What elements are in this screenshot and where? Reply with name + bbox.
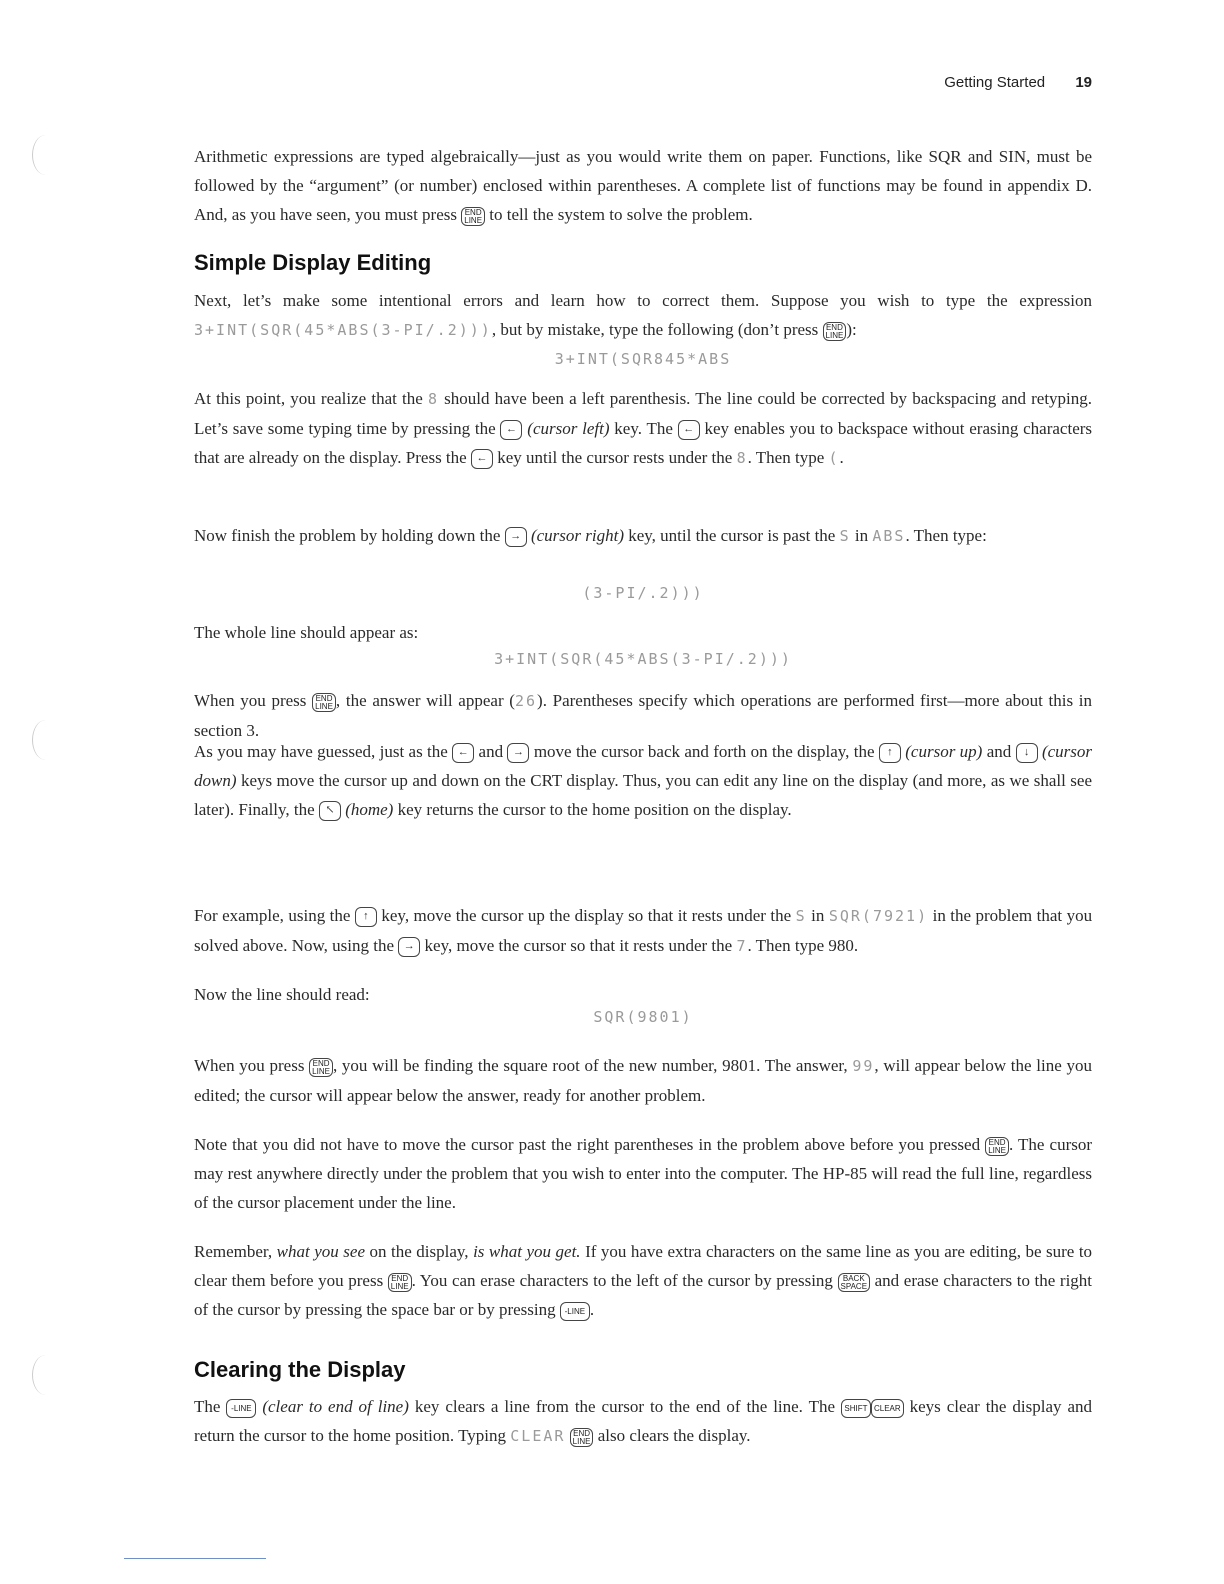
minus-line-key-icon: -LINE — [560, 1302, 590, 1321]
cursor-up-key-icon: ↑ — [355, 907, 377, 927]
paragraph-2: Next, let’s make some intentional errors and learn how to correct them. Suppose you wish to type the expression 3+INT(SQR(45*ABS(3-PI/.2))), but by mistake, type the following (don’t press END LINE ): — [194, 291, 1092, 340]
paragraph-7: As you may have guessed, just as the ← and → move the cursor back and forth on the display, the ↑ (cursor up) and ↓ (cursor down) keys move the cursor up and down on the CRT display. Thus, you can edit any line on the display (and more, as we shall see later). Finally, the ↖ (home) key returns the cursor to the home position on the display. — [194, 737, 1092, 824]
code-line-3: 3+INT(SQR(45*ABS(3-PI/.2))) — [494, 650, 792, 668]
cursor-left-key-icon: ← — [471, 449, 493, 469]
code-expression: 3+INT(SQR(45*ABS(3-PI/.2))) — [194, 321, 492, 339]
end-line-key-icon: END LINE — [570, 1428, 594, 1447]
paragraph-5: The whole line should appear as: — [194, 623, 419, 642]
paragraph-8: For example, using the ↑ key, move the cursor up the display so that it rests under the S in SQR(7921) in the problem that you solved above. Now, using the → key, move the cursor so that it rests under the 7. Then type 980. — [194, 901, 1092, 961]
page-number: 19 — [1075, 74, 1092, 91]
end-line-key-icon: END LINE — [985, 1137, 1009, 1156]
shift-key-icon: SHIFT — [841, 1399, 871, 1418]
end-line-key-icon: END LINE — [823, 322, 847, 341]
paragraph-1: Arithmetic expressions are typed algebraically—just as you would write them on paper. Functions, like SQR and SIN, must be followed by the “argument” (or number) enclosed within parentheses. A complete list of functions may be found in appendix D. And, as you have seen, you must press END LINE to tell the system to solve the problem. — [194, 147, 1092, 225]
code-line-1: 3+INT(SQR845*ABS — [554, 350, 732, 368]
cursor-down-key-icon: ↓ — [1016, 743, 1038, 763]
minus-line-key-icon: -LINE — [226, 1399, 256, 1418]
code-line-4: SQR(9801) — [593, 1008, 693, 1026]
paragraph-12: Remember, what you see on the display, is what you get. If you have extra characters on the same line as you are editing, be sure to clear them before you press END LINE . You can erase characters to the left of the cursor by pressing BACK SPACE and erase characters to the right of the cursor by pressing the space bar or by pressing -LINE . — [194, 1242, 1093, 1319]
page-header — [944, 74, 1092, 91]
end-line-key-icon: END LINE — [388, 1273, 412, 1292]
cursor-right-key-icon: → — [507, 743, 529, 763]
footer-rule — [124, 1558, 266, 1559]
paragraph-11: Note that you did not have to move the cursor past the right parentheses in the problem above before you pressed END LINE . The cursor may rest anywhere directly under the problem that you wish to enter into the computer. The HP-85 will read the full line, regardless of the cursor placement under the line. — [194, 1135, 1093, 1212]
code-line-2: (3-PI/.2))) — [582, 584, 704, 602]
heading-simple-display-editing: Simple Display Editing — [194, 250, 432, 275]
cursor-left-key-icon: ← — [678, 420, 700, 440]
paragraph-4: Now finish the problem by holding down the → (cursor right) key, until the cursor is past the S in ABS. Then type: — [194, 521, 1092, 551]
paragraph-10: When you press END LINE , you will be finding the square root of the new number, 9801. The answer, 99, will appear below the line you edited; the cursor will appear below the answer, ready for another problem. — [194, 1056, 1092, 1105]
end-line-key-icon: END LINE — [461, 207, 485, 226]
paragraph-9: Now the line should read: — [194, 985, 370, 1004]
margin-mark — [32, 1355, 59, 1395]
paragraph-13: The -LINE (clear to end of line) key clears a line from the cursor to the end of the line. The SHIFT CLEAR keys clear the display and return the cursor to the home position. Typing CLEAR END LINE also clears the display. — [194, 1397, 1093, 1446]
end-line-key-icon: END LINE — [312, 693, 336, 712]
heading-clearing-the-display: Clearing the Display — [194, 1357, 406, 1382]
paragraph-3: At this point, you realize that the 8 should have been a left parenthesis. The line could be corrected by backspacing and retyping. Let’s save some typing time by pressing the ← (cursor left) key. The ← key enables you to backspace without erasing characters that are already on the display. Press the ← key until the cursor rests under the 8. Then type (. — [194, 384, 1092, 473]
end-line-key-icon: END LINE — [309, 1058, 333, 1077]
cursor-right-key-icon: → — [505, 527, 527, 547]
clear-key-icon: CLEAR — [871, 1399, 904, 1418]
margin-mark — [32, 720, 59, 760]
section-title: Getting Started — [944, 74, 1046, 91]
home-key-icon: ↖ — [319, 801, 341, 821]
cursor-left-key-icon: ← — [452, 743, 474, 763]
paragraph-6: When you press END LINE , the answer will appear (26). Parentheses specify which operations are performed first—more about this in section 3. — [194, 691, 1093, 740]
cursor-up-key-icon: ↑ — [879, 743, 901, 763]
margin-mark — [32, 135, 59, 175]
cursor-right-key-icon: → — [398, 937, 420, 957]
back-space-key-icon: BACK SPACE — [838, 1273, 871, 1292]
cursor-left-key-icon: ← — [500, 420, 522, 440]
